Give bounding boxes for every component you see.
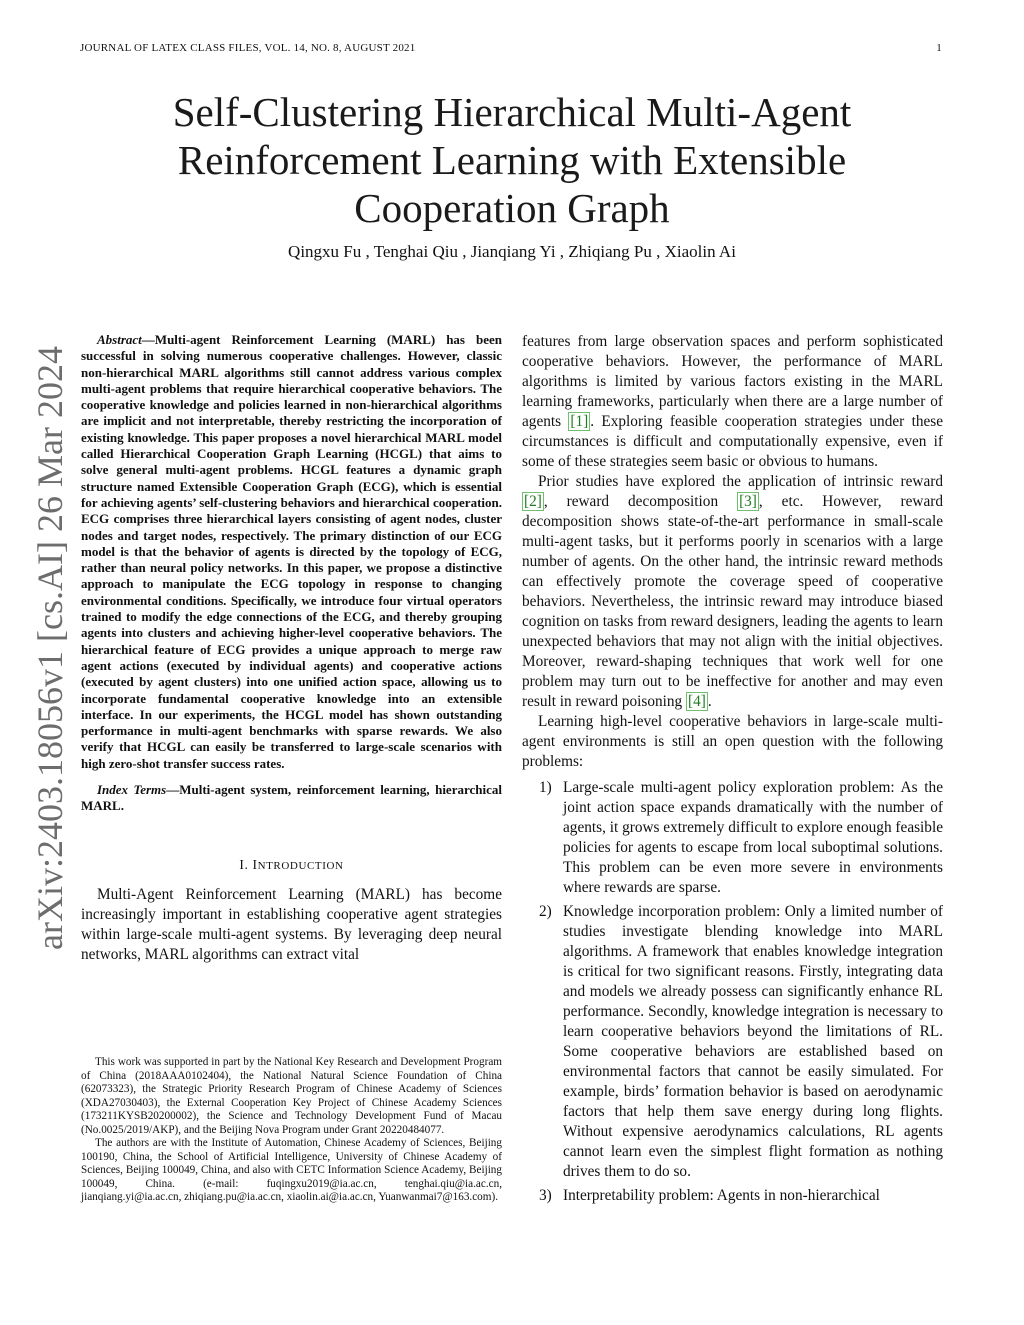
paragraph-text: Prior studies have explored the application of intrinsic reward [538,473,943,490]
paragraph-text: . [707,693,712,710]
left-column [81,332,502,965]
section-title [252,857,343,872]
title-line-1: Self-Clustering Hierarchical Multi-Agent [172,89,852,135]
abstract-label: Abstract [97,332,142,347]
paragraph-text: features from large observation spaces and perform sophisticated cooperative behaviors. However, the performance of MARL algorithms is limited by various factors existing in the MARL learning frameworks, particularly when there are a large number of agents [522,333,943,430]
paragraph-text: , etc. However, reward decomposition shows state-of-the-art performance in small-scale multi-agent tasks, but it performs poorly in scenarios with a large number of agents. On the other hand, the intrinsic reward methods can effectively promote the coverage speed of cooperative behaviors. Nevertheless, the intrinsic reward may introduce biased cognition on tasks from reward designers, leading the agents to learn unexpected behaviors that may not align with the initial objectives. Moreover, reward-shaping techniques that work well for one problem may turn out to be ineffective for another and may even result in reward poisoning [522,493,943,710]
footnote-funding: This work was supported in part by the National Key Research and Development Program of China (2018AAA0102404), the National Natural Science Foundation of China (62073323), the Strategic Priority Research Program of Chinese Academy of Sciences (XDA27030403), the External Cooperation Key Project of Chinese Academy Sciences (173211KYSB20200002), the Science and Technology Development Fund of Macau (No.0025/2019/AKP), and the Beijing Nova Program under Grant 20220484077. [81,1056,502,1136]
intro-paragraph: Multi-Agent Reinforcement Learning (MARL) has become increasingly important in establishing cooperative agent strategies within large-scale multi-agent systems. By leveraging deep neural networks, MARL algorithms can extract vital [81,885,502,963]
list-item [522,778,943,898]
index-terms-text: —Multi-agent system, reinforcement learning, hierarchical MARL. [81,782,502,814]
index-terms-label: Index Terms [97,782,167,798]
paragraph-text: , reward decomposition [543,493,738,510]
title-line-3: Cooperation Graph [354,185,670,231]
paragraph-prior-studies [522,472,943,712]
paragraph-continued [522,332,943,472]
arxiv-side-banner [20,345,80,950]
section-title-rest: NTRODUCTION [257,859,344,872]
paper-title [120,88,904,232]
citation-link[interactable]: [4] [688,693,706,710]
author-list: Qingxu Fu , Tenghai Qiu , Jianqiang Yi , Zhiqiang Pu , Xiaolin Ai [288,242,736,261]
title-line-2: Reinforcement Learning with Extensible [177,137,847,183]
citation-link[interactable]: [1] [570,413,589,430]
abstract [81,332,502,772]
journal-name: JOURNAL OF LATEX CLASS FILES, VOL. 14, NO. 8, AUGUST 2021 [80,42,416,54]
list-item-text: Interpretability problem: Agents in non-hierarchical [563,1187,880,1204]
footnote-affiliations: The authors are with the Institute of Automation, Chinese Academy of Sciences, Beijing 100190, China, the School of Artificial Intelligence, University of Chinese Academy of Sciences, Beijing 100049, China, and also with CETC Information Science Academy, Beijing 100049, China. (e-mail: fuqingxu2019@ia.ac.cn, tenghai.qiu@ia.ac.cn, jianqiang.yi@ia.ac.cn, zhiqiang.pu@ia.ac.cn, xiaolin.ai@ia.ac.cn, Yuanwanmai7@163.com). [81,1137,502,1203]
list-item-number: 1) [539,779,552,796]
paragraph-text: . Exploring feasible cooperation strategies under these circumstances is difficult and computationally expensive, even if some of these strategies seem basic or obvious to humans. [522,413,943,470]
citation-link[interactable]: [2] [524,493,542,510]
section-title-initial: I [252,856,258,872]
list-item [522,1186,943,1206]
arxiv-identifier: arXiv:2403.18056v1 [cs.AI] 26 Mar 2024 [30,345,70,950]
citation-link[interactable]: [3] [739,493,757,510]
section-number: I. [239,856,249,872]
problem-list [522,778,943,1206]
running-header [80,42,942,56]
list-item-text: Knowledge incorporation problem: Only a limited number of studies investigate blending knowledge into MARL algorithms. A framework that enables knowledge integration is critical for two significant reasons. Firstly, integrating data and models we already possess can significantly enhance RL performance. Secondly, knowledge integration is necessary to learn cooperative behaviors beyond the limitations of RL. Some cooperative behaviors are established based on environmental factors that cannot be easily simulated. For example, birds’ formation behavior is based on aerodynamic factors that help them save energy during long flights. Without expensive aerodynamics calculations, RL agents cannot learn even the simplest flight formation as nothing drives them to do so. [563,903,943,1180]
footnote [81,1056,502,1205]
list-item-number: 3) [539,1187,552,1204]
page-number: 1 [936,42,942,54]
paragraph-problems-intro: Learning high-level cooperative behaviors in large-scale multi-agent environments is still an open question with the following problems: [522,713,943,770]
index-terms [81,782,502,815]
abstract-text: —Multi-agent Reinforcement Learning (MARL) has been successful in solving numerous cooperative challenges. However, classic non-hierarchical MARL algorithms still cannot address various complex multi-agent problems that require hierarchical cooperative behaviors. The cooperative knowledge and policies learned in non-hierarchical algorithms are implicit and not interpretable, thereby restricting the incorporation of existing knowledge. This paper proposes a novel hierarchical MARL model called Hierarchical Cooperation Graph Learning (HCGL) that aims to solve general multi-agent problems. HCGL features a dynamic graph structure named Extensible Cooperation Graph (ECG), which is essential for achieving agents’ self-clustering behaviors and hierarchical cooperation. ECG comprises three hierarchical layers consisting of agent nodes, cluster nodes and target nodes, respectively. The primary distinction of our ECG model is that the behavior of agents is directed by the topology of ECG, rather than neural policy networks. In this paper, we propose a distinctive approach to manipulate the ECG topology in response to changing environmental conditions. Specifically, we introduce four virtual operators trained to modify the edge connections of the ECG, and thereby grouping agents into clusters and achieving higher-level cooperative behaviors. The hierarchical feature of ECG provides a unique approach to merge raw agent actions (executed by individual agents) and cooperative actions (executed by agent clusters) into one unified action space, allowing us to incorporate fundamental cooperative knowledge into an extensible interface. In our experiments, the HCGL model has shown outstanding performance in multi-agent benchmarks with sparse rewards. We also verify that HCGL can easily be transferred to large-scale scenarios with high zero-shot transfer success rates. [81,332,502,771]
list-item [522,902,943,1182]
right-column [522,332,943,1210]
list-item-text: Large-scale multi-agent policy exploration problem: As the joint action space expands dramatically with the number of agents, it grows extremely difficult to explore enough feasible policies for agents to escape from local suboptimal solutions. This problem can be even more severe in environments where rewards are sparse. [563,779,943,896]
section-heading-introduction [81,857,502,873]
list-item-number: 2) [539,903,552,920]
